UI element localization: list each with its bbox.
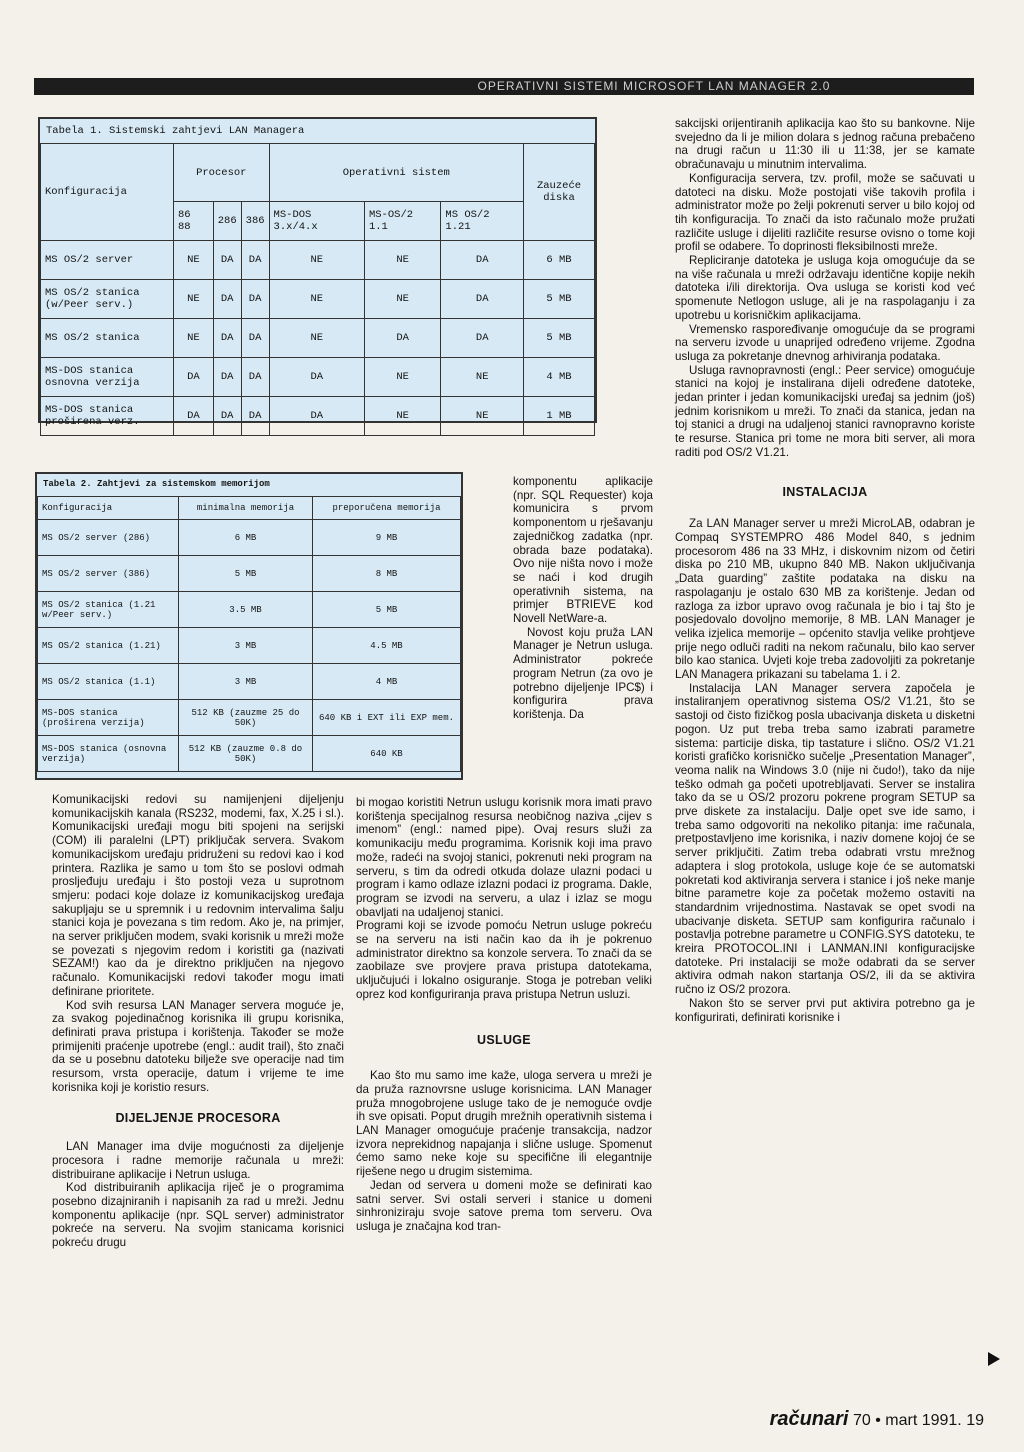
cpu-86: 86 88 — [174, 202, 214, 241]
table-row: MS-DOS stanica osnovna verzija DA DA DA DA NE NE 4 MB — [41, 358, 595, 397]
column-2 — [356, 796, 652, 1234]
header-os: Operativni sistem — [269, 144, 523, 202]
section-heading-dijeljenje: DIJELJENJE PROCESORA — [115, 1111, 281, 1126]
paragraph: Komunikacijski redovi su namijenjeni dijeljenju komunikacijskih kanala (RS232, modemi, fax, X.25 i sl.). Komunikacijski uređaji mogu biti spojeni na serijski (COM) ili paralelni (LPT) priključak servera. Svakom komunikacijskom uređaju pridruženi su redovi kao i kod printera. Razlika je samo u tom što se poslovi odmah prosljeđuju uređaju i što postoji veza u suprotnom smjeru: podaci koje dolaze iz komunikacijskog uređaja sakupljaju se u spremnik i u redovnim intervalima šalju stanici koja je povezana s tim redom. Ako je, na primjer, na server priključen modem, svaki korisnik u mreži može se povezati s njegovim redom i koristiti ga (nazivati SEZAM!) kao da je direktno priključen na njegovo računalo. Komunikacijski redovi također mogu imati definirane prioritete. — [52, 793, 344, 998]
paragraph: Nakon što se server prvi put aktivira potrebno ga je konfigurirati, definirati korisnike i — [675, 996, 975, 1024]
paragraph: komponentu aplikacije (npr. SQL Requester) koja komunicira s prvom komponentom u rješavanju zajedničkog zadatka (npr. obrada baze podataka). Ovo nije ništa novo i može se naći i kod drugih operativnih sistema, na primjer BTRIEVE kod Novell NetWare-a. — [513, 475, 653, 626]
paragraph: Jedan od servera u domeni može se definirati kao satni server. Svi ostali serveri i stanice u domeni sinhroniziraju svoje satove prema tom serveru. Ova usluga je značajna kod tran- — [356, 1178, 652, 1233]
bullet: • — [875, 1412, 881, 1429]
header-cpu: Procesor — [174, 144, 270, 202]
running-header: OPERATIVNI SISTEMI MICROSOFT LAN MANAGER 2.0 — [34, 78, 974, 95]
page-footer — [770, 1408, 984, 1431]
paragraph: bi mogao koristiti Netrun uslugu korisnik mora imati pravo korištenja specijalnog resursa neobičnog naziva „cijev s imenom” (engl.: named pipe). Ovaj resurs služi za komunikaciju među programima. Korisnik koji ima pravo može, radeći na svojoj stanici, pokrenuti neki program na serveru, s tim da odredi otkuda dolaze ulazni podaci u program i kamo odlaze izlazni podaci iz programa. Dakle, program se izvodi na serveru, a ulaz i izlaz se mogu obavljati na udaljenoj stanici. — [356, 796, 652, 919]
table-1-caption: Tabela 1. Sistemski zahtjevi LAN Managera — [46, 125, 305, 137]
paragraph: Repliciranje datoteka je usluga koja omogućuje da se na više računala u mreži održavaju identične kopije nekih datoteka i/ili direktorija. Ova usluga se koristi kod već spomenute Netlogon usluge, ali je na raspolaganju i za upotrebu u korisničkim aplikacijama. — [675, 254, 975, 322]
paragraph: LAN Manager ima dvije mogućnosti za dijeljenje procesora i radne memorije računala u mreži: distribuirane aplikacije i Netrun usluga. — [52, 1140, 344, 1181]
paragraph: Usluga ravnopravnosti (engl.: Peer service) omogućuje stanici na kojoj je instalirana dijeli određene datoteke, jedan printer i jedan komunikacijski uređaj sa jednim (još) jednim korisnikom u mreži. To znači da stanica, jedan na toj stanici a drugi na udaljenoj stanici ravnopravno koriste te resurse. Stanica pri tome ne mora biti server, ali mora raditi pod OS/2 V1.21. — [675, 363, 975, 459]
page-number: 19 — [966, 1412, 984, 1429]
table-row: MS OS/2 server NE DA DA NE NE DA 6 MB — [41, 241, 595, 280]
table-row: MS OS/2 server (286) 6 MB 9 MB — [38, 520, 461, 556]
paragraph: Kao što mu samo ime kaže, uloga servera u mreži je da pruža raznovrsne usluge korisnicima. LAN Manager pruža mnogobrojene usluge tako de je nemoguće ovdje ih sve opisati. Poput drugih mrežnih operativnih sistema i LAN Manager omogućuje praćenje transakcija, nadzor izvora neprekidnog napajanja i slične usluge. Spomenut ćemo samo neke koje su specifične ili elegantnije riješene nego u drugim sistemima. — [356, 1069, 652, 1179]
paragraph: Novost koju pruža LAN Manager je Netrun usluga. Administrator pokreće program Netrun (za ovo je potrebno dijeljenje IPC$) i konfigurira prava korištenja. Da — [513, 625, 653, 721]
table-row: MS OS/2 stanica (1.1) 3 MB 4 MB — [38, 664, 461, 700]
paragraph: Konfiguracija servera, tzv. profil, može se sačuvati u datoteci na disku. Može postojati više takovih profila i administrator može po želji pokrenuti server u bilo kojoj od tih konfiguracija. To znači da isto računalo može pružati različite usluge i dijeliti različite resurse ovisno o tome koji profil se odabere. To doprinosti fleksibilnosti mreže. — [675, 171, 975, 254]
cpu-286: 286 — [213, 202, 241, 241]
paragraph: Kod svih resursa LAN Manager servera moguće je, za svakog pojedinačnog korisnika ili grupu korisnika, definirati prava pristupa i korištenja. Također se može primijeniti praćenje upotrebe (engl.: audit trail), što znači da se u posebnu datoteku bilježe sve operacije nad tim resursom, vrsta operacije, datum i vrijeme te ime korisnika koji je koristio resurs. — [52, 998, 344, 1094]
table-row: MS-DOS stanica proširena verz. DA DA DA DA NE NE 1 MB — [41, 397, 595, 436]
continue-arrow-icon — [988, 1352, 1000, 1366]
paragraph: Instalacija LAN Manager servera započela je instaliranjem operativnog sistema OS/2 V1.21, što se sastoji od čisto fizičkog posla ubacivanja disketa u disketni pogon. Uz put treba treba samo izabrati parametre sistema: particije diska, tip tastature i slično. OS/2 V1.21 koristi grafičko korisničko sučelje „Presentation Manager”, veoma nalik na Windows 3.0 (nije ni čudo!), tako da nije teško odmah ga početi upotrebljavati. Server se instalira tako da se u OS/2 prozoru pokrene program SETUP sa prve diskete za instalaciju. Dalje opet sve ide samo, i treba samo odgovoriti na nekoliko pitanja: ime računala, pretpostavljeno ime korisnika, i naziv domene kojoj će se server priključiti. Zatim treba odabrati vrstu mrežnog adaptera i slog protokola, usluge koje će se automatski pokretati kod aktiviranja servera i stanice i još neke manje bitne parametre koje za početak možemo ostaviti na standardnim vrijednostima. Nastavak se opet svodi na ubacivanje disketa. SETUP sam konfigurira računalo i postavlja potrebne parametre u CONFIG.SYS datoteku, te kreira PROTOCOL.INI i LANMAN.INI konfiguracijske datoteke. Pri instalaciji se može odabrati da se server aktivira odmah nakon startanja OS/2, ili da se aktivira ručno iz OS/2 prozora. — [675, 681, 975, 997]
table-row: MS OS/2 stanica (w/Peer serv.) NE DA DA NE NE DA 5 MB — [41, 280, 595, 319]
header-config: Konfiguracija — [38, 497, 179, 520]
table-2 — [35, 472, 463, 780]
column-2-top — [513, 475, 653, 722]
issue-date: mart 1991. — [885, 1412, 962, 1429]
paragraph: sakcijski orijentiranih aplikacija kao što su bankovne. Nije svejedno da li je milion dolara s jednog računa prebačeno na drugi račun u 11:30 ili u 11:38, jer se kamate obračunavaju u minutnim intervalima. — [675, 117, 975, 172]
header-disk: Zauzeće diska — [524, 144, 595, 241]
os-os2-11: MS-OS/2 1.1 — [364, 202, 440, 241]
table-row: MS OS/2 server (386) 5 MB 8 MB — [38, 556, 461, 592]
section-heading-usluge: USLUGE — [477, 1032, 531, 1047]
magazine-logo: računari — [769, 1408, 849, 1430]
table-row: MS OS/2 stanica (1.21 w/Peer serv.) 3.5 MB 5 MB — [38, 592, 461, 628]
header-rec-mem: preporučena memorija — [313, 497, 461, 520]
paragraph: Kod distribuiranih aplikacija riječ je o programima posebno dizajniranih i napisanih za rad u mreži. Jednu komponentu aplikacije (npr. SQL server) administrator pokreće na serveru. Na svojim stanicama korisnici pokreću drugu — [52, 1181, 344, 1250]
paragraph: Vremensko raspoređivanje omogućuje da se programi na serveru izvode u unaprijed određeno vrijeme. Zgodna usluga za pokretanje dnevnog arhiviranja podataka. — [675, 322, 975, 363]
paragraph: Programi koji se izvode pomoću Netrun usluge pokreću se na serveru na isti način kao da ih je pokrenuo administrator direktno sa konzole servera. To znači da se zaobilaze sve provjere prava pristupa datotekama, uključujući i lokalno osiguranje. Stoga je potreban veliki oprez kod konfiguriranja prava pristupa Netrun usluzi. — [356, 919, 652, 1001]
cpu-386: 386 — [241, 202, 269, 241]
table-1 — [38, 117, 597, 428]
header-min-mem: minimalna memorija — [179, 497, 313, 520]
os-os2-121: MS OS/2 1.21 — [441, 202, 524, 241]
table-2-caption: Tabela 2. Zahtjevi za sistemskom memorijom — [43, 479, 270, 489]
table-row: MS OS/2 stanica NE DA DA NE DA DA 5 MB — [41, 319, 595, 358]
section-heading-instalacija: INSTALACIJA — [782, 484, 868, 499]
issue-number: 70 — [852, 1412, 871, 1429]
table-row: MS OS/2 stanica (1.21) 3 MB 4.5 MB — [38, 628, 461, 664]
os-dos: MS-DOS 3.x/4.x — [269, 202, 364, 241]
table-row: MS-DOS stanica (proširena verzija) 512 KB (zauzme 25 do 50K) 640 KB i EXT ili EXP mem. — [38, 700, 461, 736]
column-3 — [675, 117, 975, 1024]
column-1 — [52, 793, 344, 1250]
paragraph: Za LAN Manager server u mreži MicroLAB, odabran je Compaq SYSTEMPRO 486 Model 840, s jednim procesorom 486 na 33 MHz, i diskovnim nizom od četiri diska po 210 MB, ukupno 840 MB. Nakon uključivanja „Data guarding” zaštite podataka na disku na raspolaganju je ostalo 630 MB za korištenje. Jedan od razloga za izbor upravo ovog računala je bio i taj što je posjedovalo dovoljno memorije, 8 MB. LAN Manager je velika izjelica memorije – općenito stavlja velike prohtjeve prije nego odluči raditi na nekom računalu, bilo kao server bilo kao stanica. Uvjeti koje treba zadovoljiti za pokretanje LAN Managera prikazani su tabelama 1. i 2. — [675, 517, 975, 682]
table-row: MS-DOS stanica (osnovna verzija) 512 KB (zauzme 0.8 do 50K) 640 KB — [38, 736, 461, 772]
header-config: Konfiguracija — [41, 144, 174, 241]
